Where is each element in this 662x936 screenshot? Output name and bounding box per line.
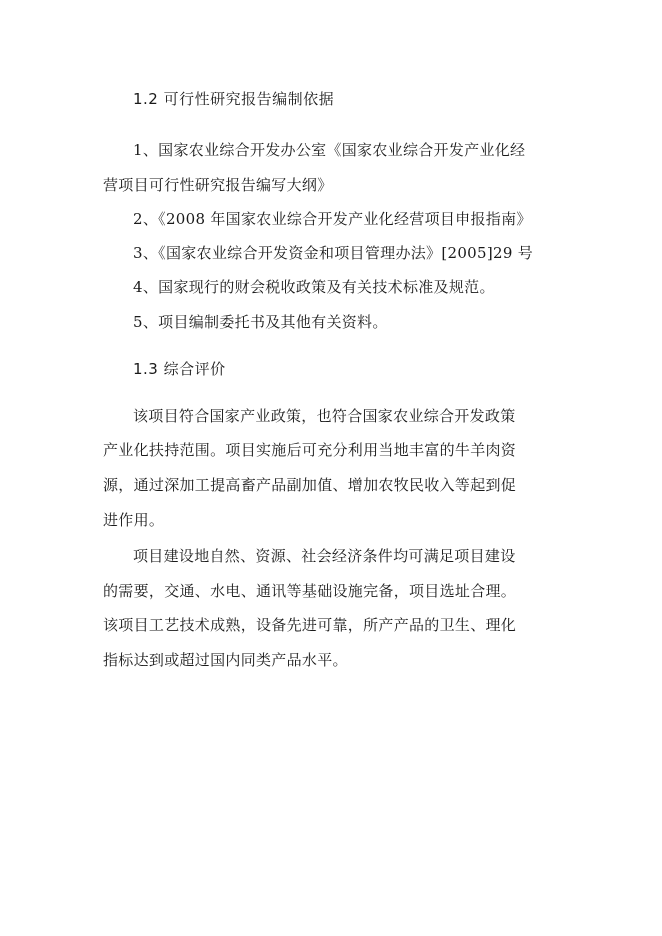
- evaluation-p2-line-3: 该项目工艺技术成熟，设备先进可靠，所产产品的卫生、理化: [103, 616, 517, 634]
- basis-item-2: 2、《2008 年国家农业综合开发产业化经营项目申报指南》: [133, 210, 532, 228]
- basis-item-3: 3、《国家农业综合开发资金和项目管理办法》[2005]29 号: [133, 244, 534, 262]
- evaluation-p1-line-4: 进作用。: [103, 511, 165, 529]
- basis-item-4: 4、国家现行的财会税收政策及有关技术标准及规范。: [133, 278, 495, 296]
- evaluation-p1-line-3: 源，通过深加工提高畜产品副加值、增加农牧民收入等起到促: [103, 476, 517, 494]
- evaluation-p2-line-2: 的需要，交通、水电、通讯等基础设施完备，项目选址合理。: [103, 582, 517, 600]
- evaluation-p1-line-2: 产业化扶持范围。项目实施后可充分利用当地丰富的牛羊肉资: [103, 441, 517, 459]
- basis-item-1-line-2: 营项目可行性研究报告编写大纲》: [103, 176, 333, 194]
- section-heading-1-2: 1.2 可行性研究报告编制依据: [133, 90, 335, 108]
- section-heading-1-3: 1.3 综合评价: [133, 360, 226, 378]
- evaluation-p2-line-4: 指标达到或超过国内同类产品水平。: [103, 651, 348, 669]
- evaluation-p2-line-1: 项目建设地自然、资源、社会经济条件均可满足项目建设: [133, 547, 516, 565]
- evaluation-p1-line-1: 该项目符合国家产业政策，也符合国家农业综合开发政策: [133, 407, 516, 425]
- basis-item-5: 5、项目编制委托书及其他有关资料。: [133, 313, 388, 331]
- basis-item-1-line-1: 1、国家农业综合开发办公室《国家农业综合开发产业化经: [133, 141, 526, 159]
